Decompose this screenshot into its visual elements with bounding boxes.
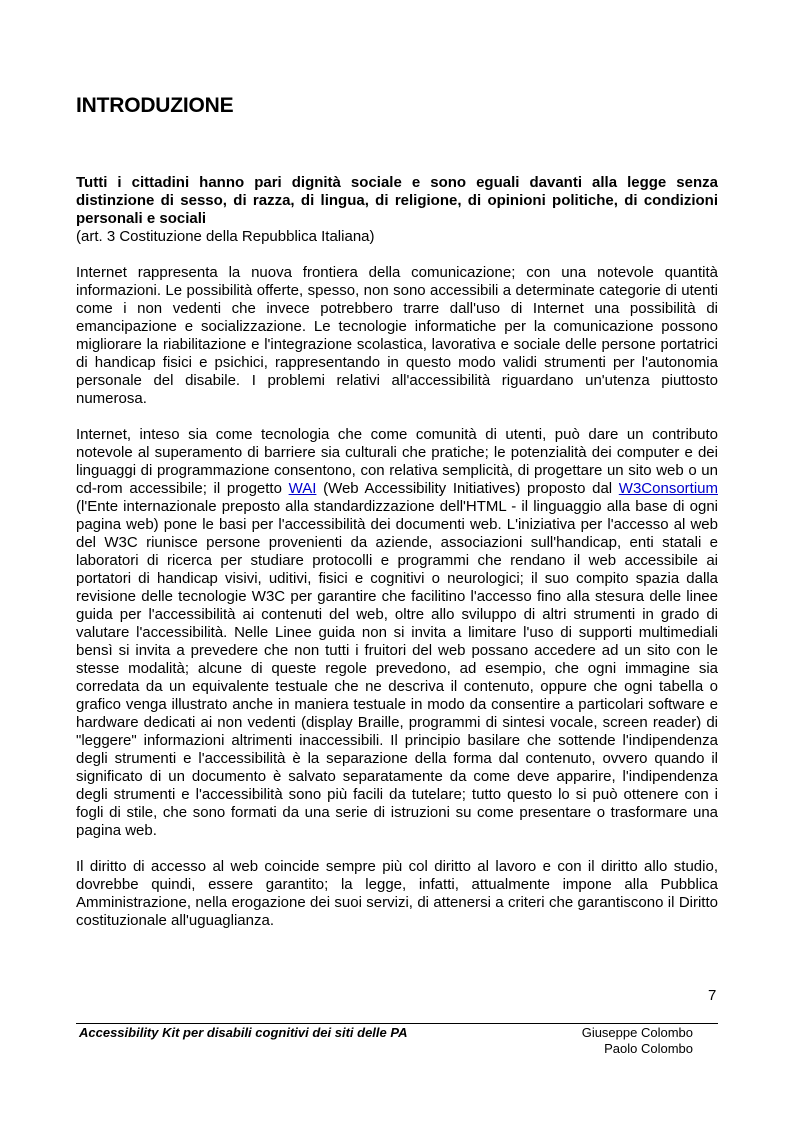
paragraph-2-text-a: Internet, inteso sia come tecnologia che come comunità di utenti, può dare un contributo notevole al superamento di barriere sia culturali che pratiche; le potenzialità dei computer e dei linguaggi di programmazione consentono, con relativa semplicità, di progettare un sito web o un cd-rom accessibile; il progetto xyxy=(76,426,718,497)
footer-document-title: Accessibility Kit per disabili cognitivi dei siti delle PA xyxy=(79,1025,408,1040)
constitution-quote: Tutti i cittadini hanno pari dignità sociale e sono eguali davanti alla legge senza distinzione di sesso, di razza, di lingua, di religione, di opinioni politiche, di condizioni personali e sociali xyxy=(76,174,718,227)
page-number: 7 xyxy=(708,987,717,1004)
paragraph-2-text-c: (l'Ente internazionale preposto alla standardizzazione dell'HTML - il linguaggio alla base di ogni pagina web) pone le basi per l'accessibilità dei documenti web. L'iniziativa per l'accesso al web del W3C riunisce persone provenienti da aziende, associazioni sull'handicap, enti statali e laboratori di ricerca per studiare protocolli e programmi che rendano il web accessibile ai portatori di handicap visivi, uditivi, fisici e cognitivi o neurologici; il suo compito spazia dalla revisione delle tecnologie W3C per garantire che facilitino l'accesso fino alla stesura delle linee guida per l'accessibilità ai contenuti del web, oltre allo sviluppo di altri strumenti in grado di valutare l'accessibilità. Nelle Linee guida non si invita a limitare l'uso di supporti multimediali bensì si invita a prevedere che non tutti i fruitori del web possano accedere ad un sito con le stesse modalità; alcune di queste regole prevedono, ad esempio, che ogni immagine sia corredata da un equivalente testuale che ne descriva il contenuto, oppure che ogni tabella o grafico venga illustrato anche in maniera testuale in modo da consentire a particolari software e hardware dedicati ai non vedenti (display Braille, programmi di sintesi vocale, screen reader) di "leggere" informazioni altrimenti inaccessibili. Il principio basilare che sottende l'indipendenza degli strumenti e l'accessibilità è la separazione della forma dal contenuto, ovvero quando il significato di un documento è salvato separatamente da come deve apparire, l'indipendenza degli strumenti e l'accessibilità sono più facili da tutelare; tutto questo lo si può ottenere con i fogli di stile, che sono formati da una serie di istruzioni su come presentare o trasformare una pagina web. xyxy=(76,498,718,839)
wai-link[interactable]: WAI xyxy=(288,480,317,497)
paragraph-1: Internet rappresenta la nuova frontiera della comunicazione; con una notevole quantità informazioni. Le possibilità offerte, spesso, non sono accessibili a determinate categorie di utenti come i non vedenti che invece potrebbero trarre dall'uso di Internet una possibilità di emancipazione e socializzazione. Le tecnologie informatiche per la comunicazione possono migliorare la riabilitazione e l'integrazione scolastica, lavorativa e sociale delle persone portatrici di handicap fisici e psichici, rappresentando in questo modo validi strumenti per l'autonomia personale del disabile. I problemi relativi all'accessibilità riguardano un'utenza piuttosto numerosa. xyxy=(76,264,718,407)
footer-author-2: Paolo Colombo xyxy=(604,1041,693,1056)
footer-authors xyxy=(582,1025,693,1057)
footer-author-1: Giuseppe Colombo xyxy=(581,1025,693,1040)
quote-citation: (art. 3 Costituzione della Repubblica Italiana) xyxy=(76,228,375,245)
paragraph-2-text-b: (Web Accessibility Initiatives) proposto dal xyxy=(316,480,619,497)
footer-divider xyxy=(76,1023,718,1024)
w3consortium-link[interactable]: W3Consortium xyxy=(618,480,718,497)
paragraph-3: Il diritto di accesso al web coincide sempre più col diritto al lavoro e con il diritto allo studio, dovrebbe quindi, essere garantito; la legge, infatti, attualmente impone alla Pubblica Amministrazione, nella erogazione dei suoi servizi, di attenersi a criteri che garantiscono il Diritto costituzionale all'uguaglianza. xyxy=(76,858,718,929)
page-title: INTRODUZIONE xyxy=(76,94,234,117)
body-content xyxy=(76,174,718,930)
paragraph-2 xyxy=(76,426,718,840)
